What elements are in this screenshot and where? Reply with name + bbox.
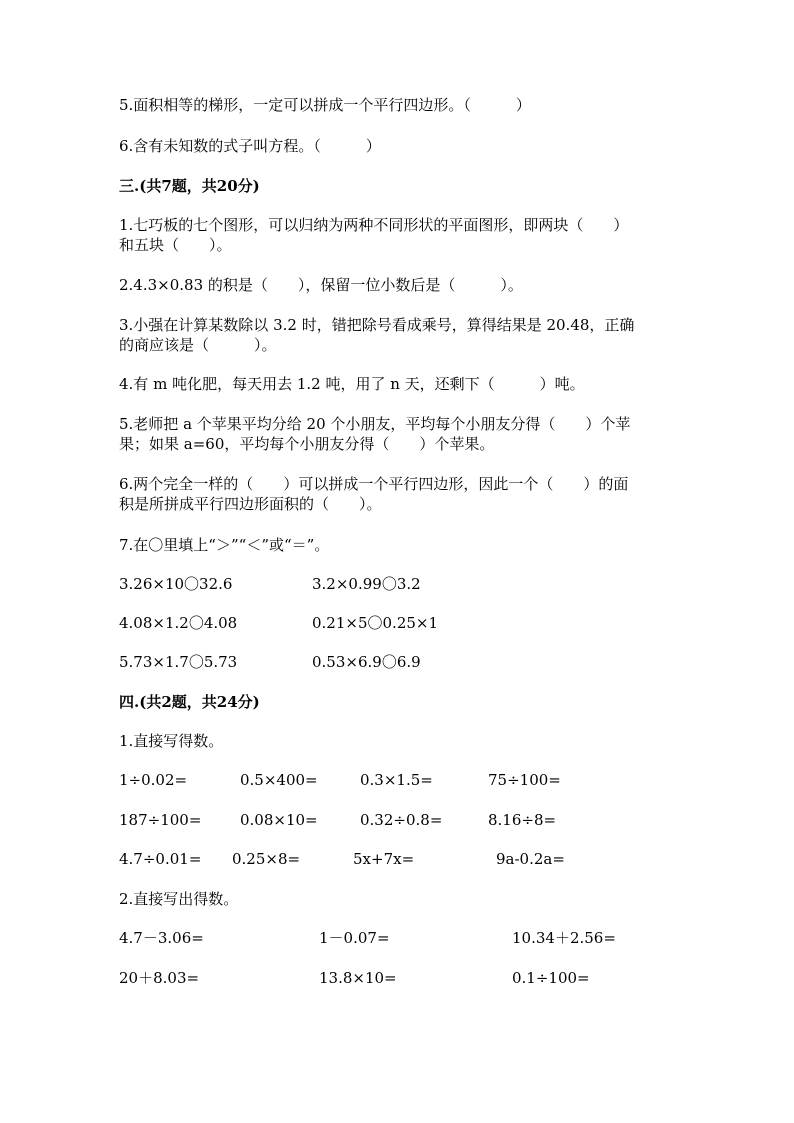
calc-item: 187÷100= [119, 811, 202, 829]
s3-q6-line1: 6.两个完全一样的（ ）可以拼成一个平行四边形，因此一个（ ）的面 [119, 475, 629, 493]
calc-item: 0.32÷0.8= [360, 811, 443, 829]
calc-item: 75÷100= [488, 771, 561, 789]
compare-item: 3.2×0.99〇3.2 [312, 575, 421, 593]
calc-item: 5x+7x= [353, 850, 415, 868]
s3-q6-line2: 积是所拼成平行四边形面积的（ ）。 [119, 495, 382, 513]
question-5-text: 5.面积相等的梯形，一定可以拼成一个平行四边形。（ ） [119, 96, 531, 114]
s3-q4-text: 4.有 m 吨化肥，每天用去 1.2 吨，用了 n 天，还剩下（ ）吨。 [119, 375, 585, 393]
s3-q3-line2: 的商应该是（ ）。 [119, 336, 277, 354]
calc-item: 1－0.07= [319, 929, 390, 947]
section-4-heading: 四.(共2题，共24分) [119, 693, 260, 711]
calc-item: 4.7÷0.01= [119, 850, 202, 868]
s3-q1-line2: 和五块（ ）。 [119, 236, 232, 254]
s3-q1-line1: 1.七巧板的七个图形，可以归纳为两种不同形状的平面图形，即两块（ ） [119, 216, 629, 234]
calc-item: 0.1÷100= [512, 969, 590, 987]
calc-item: 9a-0.2a= [496, 850, 565, 868]
s3-q7-text: 7.在〇里填上“＞”“＜”或“＝”。 [119, 536, 330, 554]
calc-item: 1÷0.02= [119, 771, 188, 789]
calc-item: 8.16÷8= [488, 811, 557, 829]
calc-item: 20＋8.03= [119, 969, 200, 987]
calc-item: 0.25×8= [232, 850, 301, 868]
s3-q5-line1: 5.老师把 a 个苹果平均分给 20 个小朋友，平均每个小朋友分得（ ）个苹 [119, 415, 631, 433]
s4-q2-text: 2.直接写出得数。 [119, 890, 239, 908]
compare-item: 0.53×6.9〇6.9 [312, 653, 421, 671]
s3-q3-line1: 3.小强在计算某数除以 3.2 时，错把除号看成乘号，算得结果是 20.48，正确 [119, 316, 635, 334]
s3-q2-text: 2.4.3×0.83 的积是（ ），保留一位小数后是（ ）。 [119, 276, 523, 294]
compare-item: 0.21×5〇0.25×1 [312, 614, 439, 632]
calc-item: 10.34＋2.56= [512, 929, 616, 947]
compare-item: 5.73×1.7〇5.73 [119, 653, 238, 671]
question-6-text: 6.含有未知数的式子叫方程。（ ） [119, 137, 381, 155]
calc-item: 0.5×400= [240, 771, 318, 789]
calc-item: 4.7－3.06= [119, 929, 204, 947]
calc-item: 0.3×1.5= [360, 771, 433, 789]
calc-item: 13.8×10= [319, 969, 397, 987]
compare-item: 4.08×1.2〇4.08 [119, 614, 238, 632]
calc-item: 0.08×10= [240, 811, 318, 829]
compare-item: 3.26×10〇32.6 [119, 575, 233, 593]
s4-q1-text: 1.直接写得数。 [119, 732, 224, 750]
s3-q5-line2: 果；如果 a=60，平均每个小朋友分得（ ）个苹果。 [119, 435, 495, 453]
section-3-heading: 三.(共7题，共20分) [119, 177, 260, 195]
